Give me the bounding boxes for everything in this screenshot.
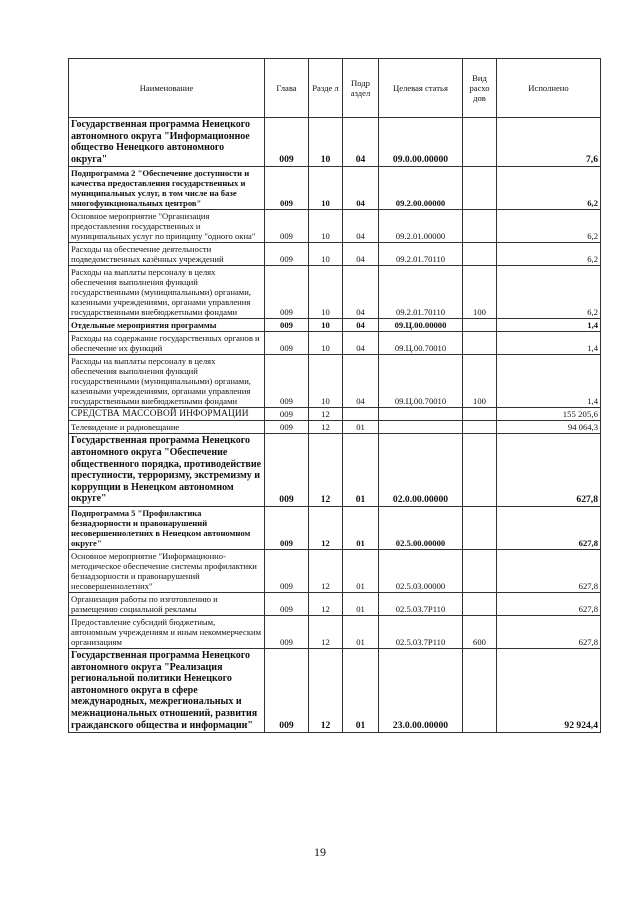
row-podrazdel: 04 <box>343 243 379 266</box>
row-razdel: 10 <box>309 118 343 167</box>
header-podrazdel: Подр аздел <box>343 59 379 118</box>
header-glava: Глава <box>265 59 309 118</box>
row-glava: 009 <box>265 648 309 732</box>
row-vid <box>463 332 497 355</box>
row-podrazdel: 01 <box>343 434 379 507</box>
row-done: 155 205,6 <box>497 408 601 421</box>
row-glava: 009 <box>265 167 309 210</box>
row-glava: 009 <box>265 266 309 319</box>
row-glava: 009 <box>265 434 309 507</box>
row-done: 627,8 <box>497 592 601 615</box>
row-name: Подпрограмма 5 "Профилактика безнадзорности и правонарушений несовершеннолетних в Ненецком автономном округе" <box>69 506 265 549</box>
row-razdel: 12 <box>309 408 343 421</box>
row-podrazdel: 04 <box>343 332 379 355</box>
row-target: 09.2.01.70110 <box>379 243 463 266</box>
row-done: 627,8 <box>497 615 601 648</box>
row-podrazdel: 04 <box>343 118 379 167</box>
row-glava: 009 <box>265 319 309 332</box>
row-vid <box>463 434 497 507</box>
table-row <box>69 434 601 507</box>
row-name: Основное мероприятие "Информационно-методическое обеспечение системы профилактики безнадзорности и правонарушений несовершеннолетних" <box>69 549 265 592</box>
table-row <box>69 332 601 355</box>
row-podrazdel: 04 <box>343 319 379 332</box>
row-podrazdel: 04 <box>343 210 379 243</box>
row-glava: 009 <box>265 506 309 549</box>
row-podrazdel: 01 <box>343 615 379 648</box>
row-razdel: 12 <box>309 549 343 592</box>
row-razdel: 10 <box>309 167 343 210</box>
row-razdel: 10 <box>309 332 343 355</box>
header-done: Исполнено <box>497 59 601 118</box>
row-vid <box>463 167 497 210</box>
table-row <box>69 648 601 732</box>
budget-table-container <box>68 58 600 733</box>
row-glava: 009 <box>265 355 309 408</box>
table-row <box>69 210 601 243</box>
table-row <box>69 592 601 615</box>
table-row <box>69 355 601 408</box>
row-podrazdel: 01 <box>343 421 379 434</box>
row-glava: 009 <box>265 243 309 266</box>
row-name: Государственная программа Ненецкого автономного округа "Обеспечение общественного порядка, противодействие преступности, терроризму, экстремизму и коррупции в Ненецком автономном округе" <box>69 434 265 507</box>
row-target: 09.2.01.70110 <box>379 266 463 319</box>
row-vid <box>463 421 497 434</box>
header-name: Наименование <box>69 59 265 118</box>
header-target: Целевая статья <box>379 59 463 118</box>
row-podrazdel: 04 <box>343 266 379 319</box>
row-vid: 100 <box>463 355 497 408</box>
row-razdel: 12 <box>309 506 343 549</box>
row-razdel: 10 <box>309 355 343 408</box>
row-name: Расходы на содержание государственных органов и обеспечение их функций <box>69 332 265 355</box>
row-target: 09.2.00.00000 <box>379 167 463 210</box>
row-razdel: 10 <box>309 243 343 266</box>
table-row <box>69 118 601 167</box>
row-name: Расходы на обеспечение деятельности подведомственных казённых учреждений <box>69 243 265 266</box>
row-done: 6,2 <box>497 167 601 210</box>
row-target: 02.5.03.00000 <box>379 549 463 592</box>
row-vid <box>463 210 497 243</box>
row-razdel: 10 <box>309 319 343 332</box>
table-row <box>69 549 601 592</box>
row-target: 02.5.00.00000 <box>379 506 463 549</box>
row-target <box>379 408 463 421</box>
row-done: 6,2 <box>497 210 601 243</box>
row-podrazdel: 04 <box>343 167 379 210</box>
row-vid <box>463 648 497 732</box>
table-row <box>69 408 601 421</box>
row-razdel: 12 <box>309 615 343 648</box>
row-target: 23.0.00.00000 <box>379 648 463 732</box>
row-vid <box>463 506 497 549</box>
row-done: 1,4 <box>497 355 601 408</box>
table-row <box>69 266 601 319</box>
table-row <box>69 243 601 266</box>
row-razdel: 12 <box>309 592 343 615</box>
row-podrazdel <box>343 408 379 421</box>
row-glava: 009 <box>265 592 309 615</box>
row-razdel: 12 <box>309 421 343 434</box>
row-done: 6,2 <box>497 243 601 266</box>
row-name: Расходы на выплаты персоналу в целях обеспечения выполнения функций государственными (муниципальными) органами, казенными учреждениями, органами управления государственными внебюджетными фондами <box>69 355 265 408</box>
row-glava: 009 <box>265 118 309 167</box>
row-name: Предоставление субсидий бюджетным, автономным учреждениям и иным некоммерческим организациям <box>69 615 265 648</box>
row-name: Государственная программа Ненецкого автономного округа "Реализация региональной политики Ненецкого автономного округа в сфере международных, межрегиональных и межнациональных отношений, развития гражданского общества и информации" <box>69 648 265 732</box>
row-done: 627,8 <box>497 549 601 592</box>
row-glava: 009 <box>265 210 309 243</box>
row-vid <box>463 243 497 266</box>
row-glava: 009 <box>265 332 309 355</box>
row-name: Государственная программа Ненецкого автономного округа "Информационное общество Ненецкого автономного округа" <box>69 118 265 167</box>
table-row <box>69 506 601 549</box>
row-name: Основное мероприятие "Организация предоставления государственных и муниципальных услуг по принципу "одного окна" <box>69 210 265 243</box>
table-header-row <box>69 59 601 118</box>
row-done: 6,2 <box>497 266 601 319</box>
row-glava: 009 <box>265 421 309 434</box>
row-glava: 009 <box>265 408 309 421</box>
table-row <box>69 167 601 210</box>
row-name: Организация работы по изготовлению и размещению социальной рекламы <box>69 592 265 615</box>
row-target: 09.Ц.00.70010 <box>379 332 463 355</box>
row-name: Отдельные мероприятия программы <box>69 319 265 332</box>
row-done: 627,8 <box>497 506 601 549</box>
row-vid <box>463 408 497 421</box>
row-name: Расходы на выплаты персоналу в целях обеспечения выполнения функций государственными (муниципальными) органами, казенными учреждениями, органами управления государственными внебюджетными фондами <box>69 266 265 319</box>
row-done: 1,4 <box>497 319 601 332</box>
row-done: 94 064,3 <box>497 421 601 434</box>
row-razdel: 10 <box>309 210 343 243</box>
row-vid <box>463 319 497 332</box>
budget-table <box>68 58 601 733</box>
row-target <box>379 421 463 434</box>
row-target: 09.0.00.00000 <box>379 118 463 167</box>
row-target: 02.0.00.00000 <box>379 434 463 507</box>
row-name: СРЕДСТВА МАССОВОЙ ИНФОРМАЦИИ <box>69 408 265 421</box>
row-target: 09.Ц.00.00000 <box>379 319 463 332</box>
row-vid <box>463 592 497 615</box>
table-row <box>69 421 601 434</box>
row-razdel: 10 <box>309 266 343 319</box>
row-name: Телевидение и радиовещание <box>69 421 265 434</box>
row-vid <box>463 118 497 167</box>
row-done: 92 924,4 <box>497 648 601 732</box>
row-target: 02.5.03.7Р110 <box>379 592 463 615</box>
row-vid <box>463 549 497 592</box>
row-done: 7,6 <box>497 118 601 167</box>
row-podrazdel: 01 <box>343 648 379 732</box>
row-done: 1,4 <box>497 332 601 355</box>
row-podrazdel: 01 <box>343 592 379 615</box>
row-razdel: 12 <box>309 648 343 732</box>
row-glava: 009 <box>265 615 309 648</box>
header-vid: Вид расхо дов <box>463 59 497 118</box>
row-podrazdel: 01 <box>343 549 379 592</box>
row-target: 09.2.01.00000 <box>379 210 463 243</box>
row-podrazdel: 01 <box>343 506 379 549</box>
row-razdel: 12 <box>309 434 343 507</box>
row-target: 02.5.03.7Р110 <box>379 615 463 648</box>
page-number: 19 <box>314 845 326 859</box>
row-glava: 009 <box>265 549 309 592</box>
row-done: 627,8 <box>497 434 601 507</box>
table-row <box>69 319 601 332</box>
row-vid: 100 <box>463 266 497 319</box>
row-target: 09.Ц.00.70010 <box>379 355 463 408</box>
row-vid: 600 <box>463 615 497 648</box>
header-razdel: Разде л <box>309 59 343 118</box>
row-name: Подпрограмма 2 "Обеспечение доступности и качества предоставления государственных и муниципальных услуг, в том числе на базе многофункциональных центров" <box>69 167 265 210</box>
table-row <box>69 615 601 648</box>
row-podrazdel: 04 <box>343 355 379 408</box>
